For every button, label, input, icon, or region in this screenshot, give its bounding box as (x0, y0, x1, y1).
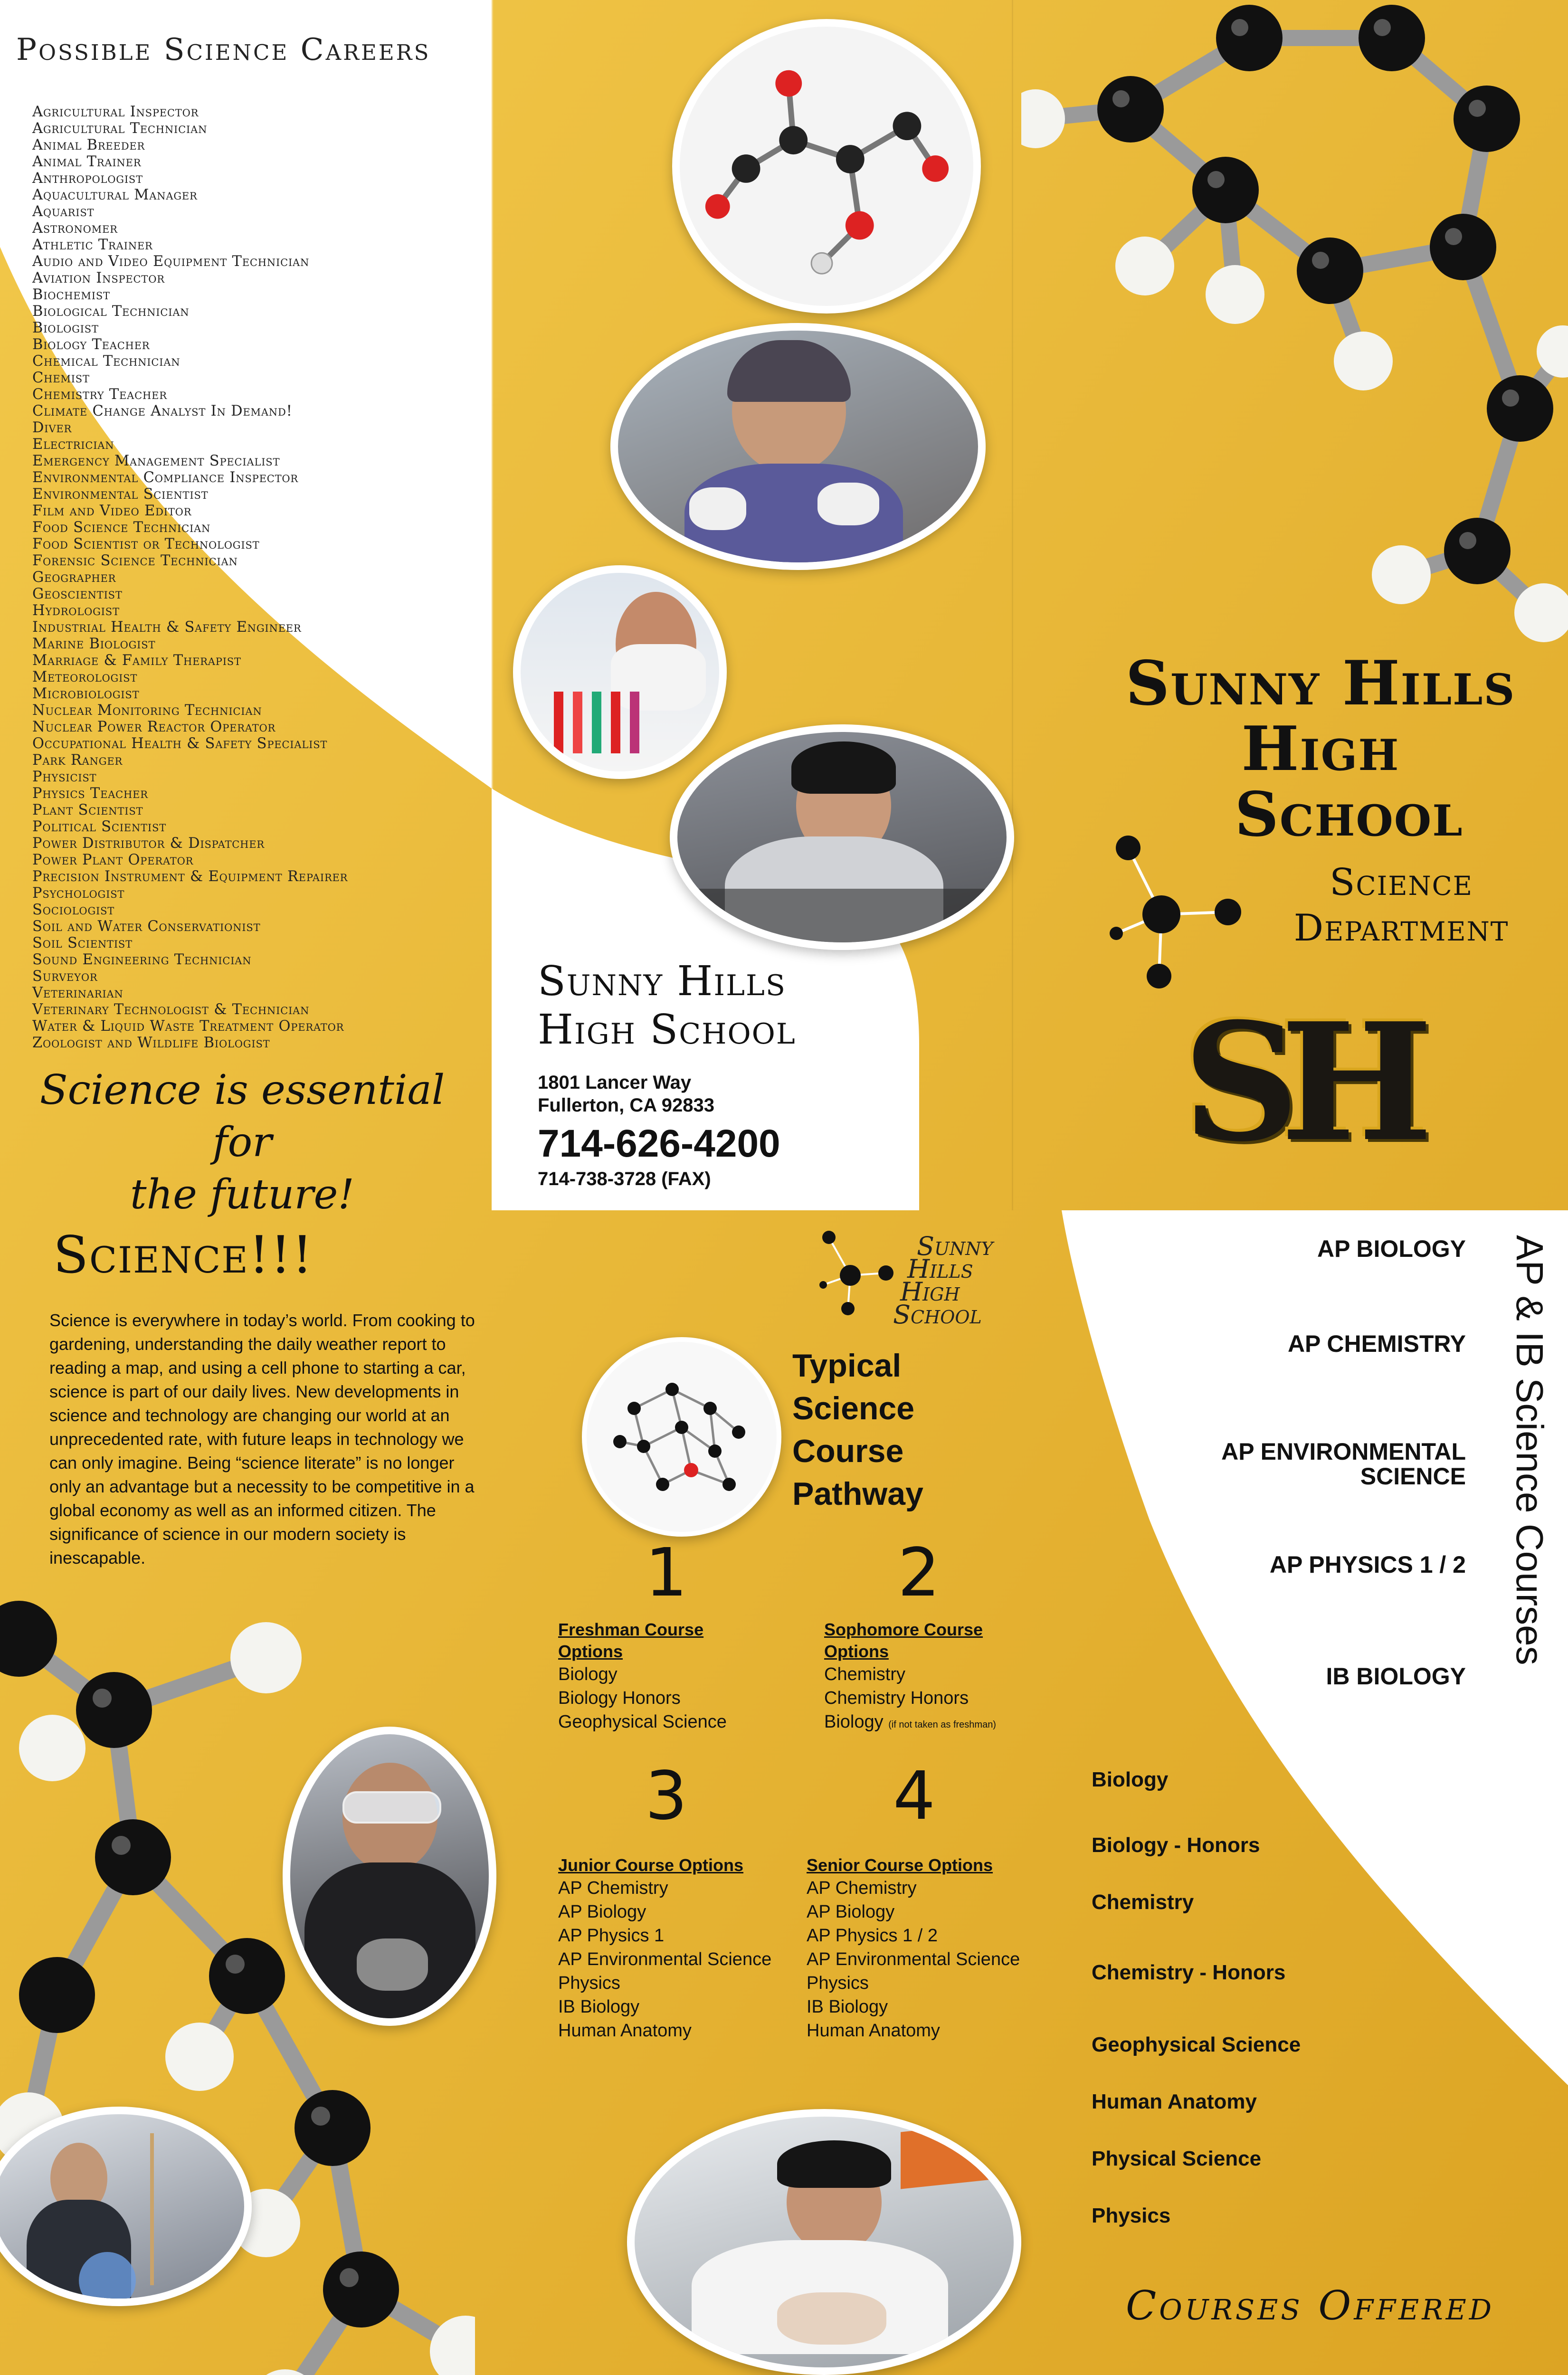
career-item: Chemistry Teacher (32, 386, 167, 403)
course-item: AP Chemistry (807, 1878, 917, 1898)
freshman-options (558, 1619, 824, 1734)
course-item: AP Biology (807, 1902, 895, 1922)
cover-title-line-1: Sunny Hills (1125, 648, 1516, 719)
career-item: Aquacultural Manager (32, 187, 198, 203)
atom-icon (1107, 834, 1249, 995)
pathway-title (792, 1344, 923, 1515)
career-item: Audio and Video Equipment Technician (32, 253, 310, 270)
slogan (19, 1064, 466, 1221)
course-item: IB Biology (558, 1997, 640, 2017)
course-item: Biology (824, 1712, 884, 1732)
career-item: Power Plant Operator (32, 852, 194, 868)
freshman-heading-line-2: Options (558, 1642, 623, 1661)
molecule-model-image (1021, 0, 1568, 646)
career-item: Park Ranger (32, 752, 123, 769)
science-heading: Science!!! (53, 1226, 314, 1285)
career-item: Diver (32, 419, 72, 436)
course-item: Geophysical Science (558, 1712, 727, 1732)
student-dissection-photo (627, 2109, 1021, 2375)
offered-chemistry-honors: Chemistry - Honors (1092, 1961, 1286, 1984)
offered-biology-honors: Biology - Honors (1092, 1834, 1260, 1857)
cover-subtitle (1254, 860, 1549, 951)
course-item: AP Biology (558, 1902, 646, 1922)
ap-physics: AP PHYSICS 1 / 2 (1269, 1551, 1466, 1578)
test-tubes-photo (513, 565, 727, 779)
course-item: AP Environmental Science (558, 1949, 772, 1969)
senior-heading: Senior Course Options (807, 1855, 993, 1875)
career-item: Aviation Inspector (32, 270, 165, 286)
career-item: Food Scientist or Technologist (32, 536, 260, 552)
mini-atom-icon (815, 1228, 900, 1318)
career-item: Agricultural Technician (32, 120, 208, 137)
senior-options (807, 1854, 1073, 2042)
career-item: Precision Instrument & Equipment Repairer (32, 868, 348, 885)
career-item: Athletic Trainer (32, 237, 153, 253)
career-item: Occupational Health & Safety Specialist (32, 735, 328, 752)
course-item: IB Biology (807, 1997, 888, 2017)
sophomore-options (824, 1619, 1090, 1737)
contact-block (538, 957, 918, 1191)
career-item: Physicist (32, 769, 97, 785)
sh-logo: SH (1183, 988, 1414, 1178)
course-item-with-note (824, 1710, 1090, 1737)
course-item: Biology Honors (558, 1688, 681, 1708)
career-item: Biology Teacher (32, 336, 150, 353)
career-item: Environmental Scientist (32, 486, 209, 503)
career-item: Food Science Technician (32, 519, 211, 536)
career-item: Power Distributor & Dispatcher (32, 835, 265, 852)
career-item: Veterinarian (32, 985, 124, 1001)
ap-biology: AP BIOLOGY (1317, 1235, 1466, 1262)
course-item: Human Anatomy (807, 2021, 940, 2041)
career-item: Veterinary Technologist & Technician (32, 1001, 310, 1018)
career-item: Biochemist (32, 286, 110, 303)
career-item: Chemist (32, 370, 90, 386)
career-item: Chemical Technician (32, 353, 181, 370)
careers-list (32, 104, 348, 1051)
mini-logo-line-3: High (900, 1277, 960, 1307)
senior-course-list (807, 1876, 1073, 2042)
career-item: Water & Liquid Waste Treatment Operator (32, 1018, 344, 1035)
career-item: Soil Scientist (32, 935, 133, 951)
mini-logo-line-1: Sunny (917, 1231, 993, 1261)
pathway-title-line-2: Science (792, 1390, 915, 1426)
science-paragraph: Science is everywhere in today’s world. From cooking to gardening, understanding the daily weather report to reading a map, and using a cell phone to starting a car, science is part of our daily lives. New developments in science and technology are changing our world at an unprecedented rate, with future leaps in technology we can only imagine. Being “science literate” is no longer only an advantage but a necessity to be competitive in a global economy as well as an informed citizen. The significance of science in our modern society is inescapable. (49, 1311, 475, 1568)
pathway-title-line-4: Pathway (792, 1476, 923, 1512)
step-number-3: 3 (645, 1758, 688, 1835)
career-item: Physics Teacher (32, 785, 148, 802)
course-item: Biology (558, 1664, 618, 1684)
course-item: Chemistry (824, 1664, 906, 1684)
course-note: (if not taken as freshman) (888, 1720, 996, 1730)
pathway-title-line-3: Course (792, 1433, 904, 1469)
course-item: AP Chemistry (558, 1878, 668, 1898)
career-item: Sociologist (32, 902, 115, 918)
course-item: Human Anatomy (558, 2021, 692, 2041)
junior-options (558, 1854, 824, 2042)
sophomore-heading-line-1: Sophomore Course (824, 1620, 983, 1639)
student-working-photo (670, 724, 1014, 950)
contact-school-line-2: High School (538, 1006, 796, 1054)
ap-environmental (1221, 1439, 1466, 1489)
career-item: Nuclear Power Reactor Operator (32, 719, 276, 735)
career-item: Astronomer (32, 220, 118, 237)
career-item: Geographer (32, 569, 116, 586)
mini-logo-text (893, 1231, 993, 1330)
career-item: Psychologist (32, 885, 125, 902)
address-line-2: Fullerton, CA 92833 (538, 1095, 714, 1116)
course-item: Chemistry Honors (824, 1688, 969, 1708)
cover-title-line-3: School (1235, 779, 1463, 850)
ib-biology: IB BIOLOGY (1326, 1663, 1466, 1690)
ap-environmental-line-2: SCIENCE (1360, 1463, 1466, 1490)
course-item: AP Physics 1 / 2 (807, 1926, 938, 1946)
career-item: Anthropologist (32, 170, 143, 187)
course-item: Physics (807, 1973, 869, 1993)
mini-logo-line-2: Hills (907, 1254, 973, 1284)
pathway-title-line-1: Typical (792, 1348, 902, 1384)
career-item: Plant Scientist (32, 802, 143, 818)
contact-school-line-1: Sunny Hills (538, 958, 786, 1005)
molecule-photo (672, 19, 981, 314)
career-item: Marine Biologist (32, 636, 156, 652)
offered-human-anatomy: Human Anatomy (1092, 2090, 1257, 2113)
career-item: Soil and Water Conservationist (32, 918, 261, 935)
course-item: AP Physics 1 (558, 1926, 665, 1946)
career-item: Animal Trainer (32, 153, 142, 170)
offered-geophysical-science: Geophysical Science (1092, 2033, 1301, 2056)
career-item: Nuclear Monitoring Technician (32, 702, 262, 719)
career-item: Environmental Compliance Inspector (32, 469, 299, 486)
lattice-model-photo (582, 1337, 781, 1537)
junior-heading: Junior Course Options (558, 1855, 744, 1875)
career-item: Geoscientist (32, 586, 123, 602)
slogan-line-1: Science is essential for (39, 1066, 445, 1166)
student-goggles-photo (283, 1727, 496, 2026)
career-item: Agricultural Inspector (32, 104, 199, 120)
cover-title (1093, 648, 1549, 850)
career-item: Forensic Science Technician (32, 552, 238, 569)
course-item: Physics (558, 1973, 620, 1993)
ap-environmental-line-1: AP ENVIRONMENTAL (1221, 1438, 1466, 1465)
cover-subtitle-line-1: Science (1330, 861, 1473, 904)
fax-number: 714-738-3728 (FAX) (538, 1168, 711, 1189)
student-lab-photo (610, 323, 986, 570)
cover-title-line-2: High (1241, 713, 1400, 785)
mini-logo-line-4: School (893, 1300, 982, 1330)
career-item: Animal Breeder (32, 137, 145, 153)
step-number-4: 4 (893, 1758, 936, 1835)
career-item: Meteorologist (32, 669, 138, 685)
career-item: Electrician (32, 436, 114, 453)
career-item: Surveyor (32, 968, 98, 985)
step-number-2: 2 (898, 1534, 941, 1612)
offered-physical-science: Physical Science (1092, 2147, 1262, 2170)
cover-subtitle-line-2: Department (1293, 907, 1509, 950)
step-number-1: 1 (645, 1534, 688, 1612)
offered-physics: Physics (1092, 2204, 1171, 2227)
phone-number: 714-626-4200 (538, 1122, 780, 1165)
courses-offered-title: Courses Offered (1126, 2282, 1494, 2329)
career-item: Hydrologist (32, 602, 120, 619)
careers-title: Possible Science Careers (16, 32, 431, 67)
career-item: Emergency Management Specialist (32, 453, 280, 469)
career-item: Industrial Health & Safety Engineer (32, 619, 302, 636)
course-item: AP Environmental Science (807, 1949, 1020, 1969)
career-item: Biologist (32, 320, 99, 336)
career-item: Microbiologist (32, 685, 140, 702)
career-item: Climate Change Analyst In Demand! (32, 403, 293, 419)
freshman-heading-line-1: Freshman Course (558, 1620, 704, 1639)
junior-course-list (558, 1876, 824, 2042)
career-item: Sound Engineering Technician (32, 951, 252, 968)
career-item: Political Scientist (32, 818, 167, 835)
sophomore-heading-line-2: Options (824, 1642, 889, 1661)
career-item: Aquarist (32, 203, 95, 220)
career-item: Zoologist and Wildlife Biologist (32, 1035, 270, 1051)
slogan-line-2: the future! (130, 1171, 354, 1218)
career-item: Film and Video Editor (32, 503, 192, 519)
offered-biology: Biology (1092, 1768, 1169, 1791)
address-line-1: 1801 Lancer Way (538, 1072, 692, 1093)
ap-chemistry: AP CHEMISTRY (1287, 1330, 1466, 1357)
ap-ib-title: AP & IB Science Courses (1509, 1235, 1551, 1665)
offered-chemistry: Chemistry (1092, 1890, 1194, 1914)
career-item: Biological Technician (32, 303, 190, 320)
career-item: Marriage & Family Therapist (32, 652, 241, 669)
